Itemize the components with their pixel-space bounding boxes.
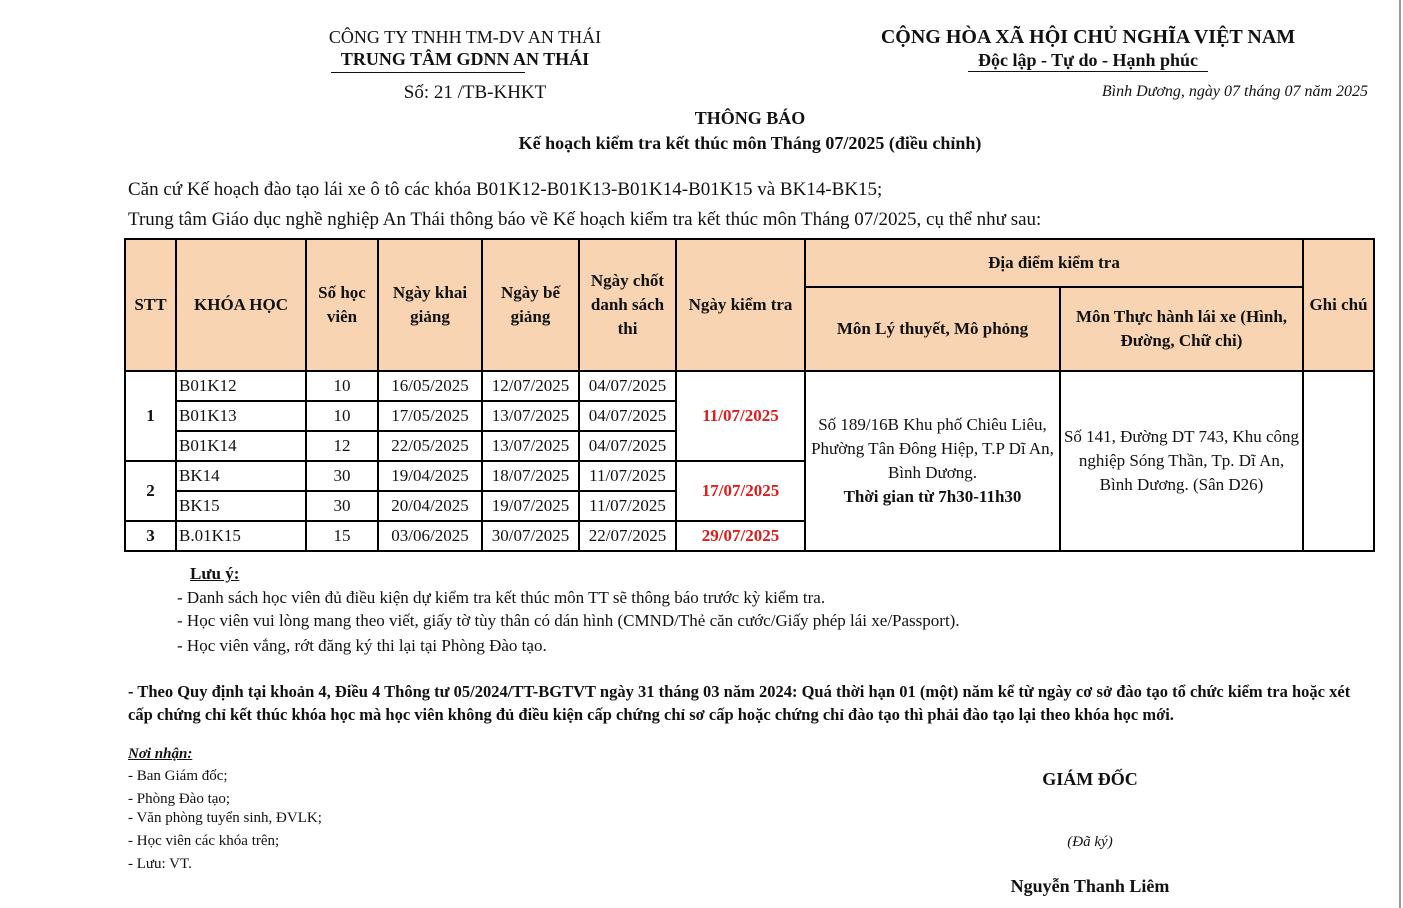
- course-cell: B01K13: [176, 401, 306, 431]
- exam-date-cell: 17/07/2025: [676, 461, 805, 521]
- end-date-cell: 30/07/2025: [482, 521, 579, 551]
- document-title: THÔNG BÁO: [694, 108, 806, 128]
- start-date-cell: 16/05/2025: [378, 371, 482, 401]
- col-header-theory-location: Môn Lý thuyết, Mô phỏng: [805, 287, 1060, 371]
- course-cell: B.01K15: [176, 521, 306, 551]
- col-header-list-deadline: Ngày chốt danh sách thi: [579, 239, 676, 371]
- end-date-cell: 12/07/2025: [482, 371, 579, 401]
- theory-location-cell: [805, 371, 1060, 551]
- course-cell: B01K12: [176, 371, 306, 401]
- students-cell: 12: [306, 431, 378, 461]
- note-cell: [1303, 371, 1374, 551]
- place-and-date: Bình Dương, ngày 07 tháng 07 năm 2025: [1101, 83, 1368, 100]
- notes-title: Lưu ý:: [190, 564, 240, 583]
- list-deadline-cell: 11/07/2025: [579, 491, 676, 521]
- list-deadline-cell: 04/07/2025: [579, 371, 676, 401]
- col-header-end-date: Ngày bế giảng: [482, 239, 579, 371]
- note-item: - Học viên vắng, rớt đăng ký thi lại tại Phòng Đào tạo.: [177, 636, 547, 655]
- page-edge-divider: [1399, 0, 1401, 908]
- recipient-item: - Học viên các khóa trên;: [128, 833, 280, 849]
- note-item: - Danh sách học viên đủ điều kiện dự kiểm tra kết thúc môn TT sẽ thông báo trước kỳ kiểm tra.: [177, 588, 826, 607]
- col-header-start-date: Ngày khai giảng: [378, 239, 482, 371]
- recipient-item: - Lưu: VT.: [128, 856, 192, 872]
- list-deadline-cell: 04/07/2025: [579, 431, 676, 461]
- theory-location-time: Thời gian từ 7h30-11h30: [843, 487, 1022, 506]
- intro-paragraph: Trung tâm Giáo dục nghề nghiệp An Thái thông báo về Kế hoạch kiểm tra kết thúc môn Tháng 07/2025, cụ thể như sau:: [128, 209, 1042, 230]
- stt-cell: 1: [125, 371, 176, 461]
- end-date-cell: 13/07/2025: [482, 431, 579, 461]
- recipient-item: - Phòng Đào tạo;: [128, 791, 231, 807]
- students-cell: 30: [306, 491, 378, 521]
- col-header-stt: STT: [125, 239, 176, 371]
- recipient-item: - Văn phòng tuyển sinh, ĐVLK;: [128, 810, 322, 826]
- recipients-title: Nơi nhận:: [128, 746, 193, 762]
- motto-underline: [968, 71, 1208, 72]
- document-subtitle: Kế hoạch kiểm tra kết thúc môn Tháng 07/2025 (điều chỉnh): [518, 133, 982, 153]
- company-name: CÔNG TY TNHH TM-DV AN THÁI: [328, 27, 602, 47]
- signer-name: Nguyễn Thanh Liêm: [1010, 876, 1170, 896]
- start-date-cell: 03/06/2025: [378, 521, 482, 551]
- col-header-note: Ghi chú: [1303, 239, 1374, 371]
- start-date-cell: 19/04/2025: [378, 461, 482, 491]
- course-cell: BK14: [176, 461, 306, 491]
- exam-schedule-table: [124, 238, 1375, 552]
- exam-date-cell: 29/07/2025: [676, 521, 805, 551]
- note-item: - Học viên vui lòng mang theo viết, giấy tờ tùy thân có dán hình (CMND/Thẻ căn cước/Giấy phép lái xe/Passport).: [177, 611, 960, 630]
- document-number: Số: 21 /TB-KHKT: [403, 82, 547, 103]
- header-left-underline: [331, 72, 525, 73]
- recipient-item: - Ban Giám đốc;: [128, 768, 228, 784]
- course-cell: BK15: [176, 491, 306, 521]
- national-title: CỘNG HÒA XÃ HỘI CHỦ NGHĨA VIỆT NAM: [880, 26, 1296, 48]
- students-cell: 30: [306, 461, 378, 491]
- course-cell: B01K14: [176, 431, 306, 461]
- stt-cell: 3: [125, 521, 176, 551]
- national-motto: Độc lập - Tự do - Hạnh phúc: [977, 50, 1199, 70]
- col-header-course: KHÓA HỌC: [176, 239, 306, 371]
- students-cell: 15: [306, 521, 378, 551]
- regulation-paragraph: - Theo Quy định tại khoản 4, Điều 4 Thông tư 05/2024/TT-BGTVT ngày 31 tháng 03 năm 2024: Quá thời hạn 01 (một) năm kể từ ngày cơ sở đào tạo tổ chức kiểm tra hoặc xét cấp chứng chỉ kết thúc khóa học mà học viên không đủ điều kiện cấp chứng chỉ sơ cấp hoặc chứng chỉ đào tạo thì phải đào tạo lại theo khóa học mới.: [128, 682, 1351, 724]
- table-row: [125, 371, 1374, 401]
- start-date-cell: 17/05/2025: [378, 401, 482, 431]
- col-header-exam-date: Ngày kiểm tra: [676, 239, 805, 371]
- col-header-practice-location: Môn Thực hành lái xe (Hình, Đường, Chữ chi): [1060, 287, 1303, 371]
- list-deadline-cell: 04/07/2025: [579, 401, 676, 431]
- training-center-name: TRUNG TÂM GDNN AN THÁI: [340, 49, 590, 69]
- end-date-cell: 19/07/2025: [482, 491, 579, 521]
- practice-location-cell: Số 141, Đường DT 743, Khu công nghiệp Sóng Thần, Tp. Dĩ An, Bình Dương. (Sân D26): [1060, 371, 1303, 551]
- exam-date-cell: 11/07/2025: [676, 371, 805, 461]
- start-date-cell: 20/04/2025: [378, 491, 482, 521]
- theory-location-address: Số 189/16B Khu phố Chiêu Liêu, Phường Tân Đông Hiệp, T.P Dĩ An, Bình Dương.: [811, 415, 1054, 482]
- col-header-location-group: Địa điểm kiểm tra: [805, 239, 1303, 287]
- stt-cell: 2: [125, 461, 176, 521]
- basis-paragraph: Căn cứ Kế hoạch đào tạo lái xe ô tô các khóa B01K12-B01K13-B01K14-B01K15 và BK14-BK15;: [128, 179, 883, 200]
- col-header-students: Số học viên: [306, 239, 378, 371]
- end-date-cell: 13/07/2025: [482, 401, 579, 431]
- students-cell: 10: [306, 371, 378, 401]
- list-deadline-cell: 22/07/2025: [579, 521, 676, 551]
- list-deadline-cell: 11/07/2025: [579, 461, 676, 491]
- students-cell: 10: [306, 401, 378, 431]
- signer-title: GIÁM ĐỐC: [1042, 769, 1138, 789]
- end-date-cell: 18/07/2025: [482, 461, 579, 491]
- start-date-cell: 22/05/2025: [378, 431, 482, 461]
- signed-status: (Đã ký): [1067, 834, 1113, 850]
